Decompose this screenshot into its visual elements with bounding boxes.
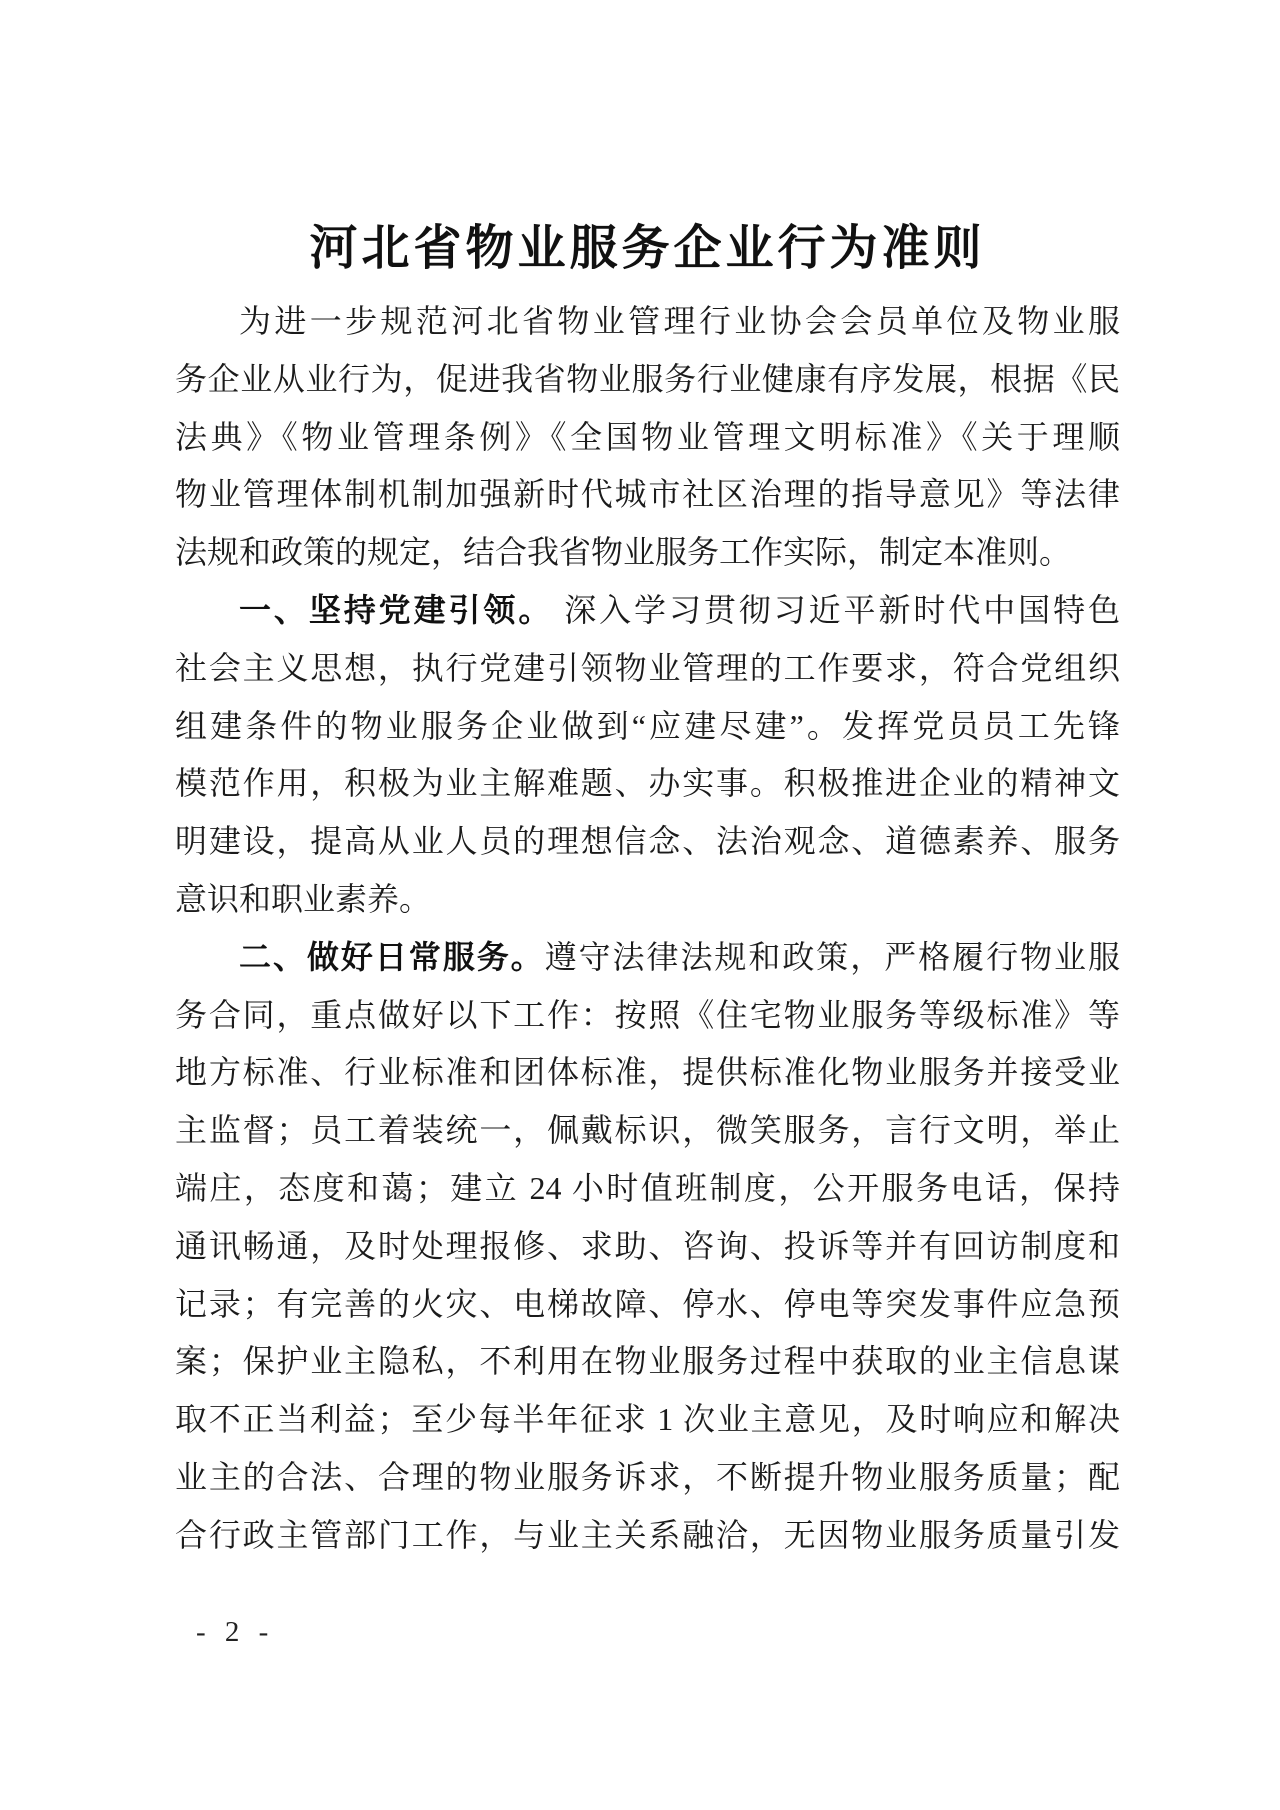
text-segment: 社会主义思想，执行党建引领物业管理的工作要求，符合党组织	[175, 649, 1120, 686]
text-line	[175, 987, 1120, 1045]
text-line	[175, 871, 1120, 929]
text-line	[175, 1218, 1120, 1276]
text-line	[175, 1333, 1120, 1391]
text-segment: 模范作用，积极为业主解难题、办实事。积极推进企业的精神文	[175, 765, 1120, 802]
text-line	[175, 409, 1120, 467]
text-line	[175, 582, 1120, 640]
text-segment: 通讯畅通，及时处理报修、求助、咨询、投诉等并有回访制度和	[175, 1227, 1120, 1264]
document-title: 河北省物业服务企业行为准则	[309, 222, 986, 275]
text-segment: 地方标准、行业标准和团体标准，提供标准化物业服务并接受业	[175, 1054, 1120, 1091]
text-segment-bold: 一、坚持党建引领。	[239, 591, 554, 628]
text-segment: 务合同，重点做好以下工作：按照《住宅物业服务等级标准》等	[175, 996, 1120, 1033]
text-line	[175, 929, 1120, 987]
text-line	[175, 1044, 1120, 1102]
page-number: - 2 -	[196, 1616, 275, 1648]
text-line	[175, 1449, 1120, 1507]
text-line	[175, 351, 1120, 409]
text-segment: 务企业从业行为，促进我省物业服务行业健康有序发展，根据《民	[175, 360, 1120, 397]
text-segment: 主监督；员工着装统一，佩戴标识，微笑服务，言行文明，举止	[175, 1112, 1120, 1149]
text-segment: 法典》《物业管理条例》《全国物业管理文明标准》《关于理顺	[175, 418, 1120, 455]
text-line	[175, 755, 1120, 813]
text-line	[175, 698, 1120, 756]
text-line	[175, 1507, 1120, 1565]
text-line	[175, 1102, 1120, 1160]
text-line	[175, 293, 1120, 351]
text-line	[175, 466, 1120, 524]
text-line	[175, 1391, 1120, 1449]
text-segment: 案；保护业主隐私，不利用在物业服务过程中获取的业主信息谋	[175, 1343, 1120, 1380]
text-segment: 物业管理体制机制加强新时代城市社区治理的指导意见》等法律	[175, 476, 1120, 513]
text-segment: 合行政主管部门工作，与业主关系融洽，无因物业服务质量引发	[175, 1516, 1120, 1553]
text-segment: 明建设，提高从业人员的理想信念、法治观念、道德素养、服务	[175, 823, 1120, 860]
text-segment: 记录；有完善的火灾、电梯故障、停水、停电等突发事件应急预	[175, 1285, 1120, 1322]
text-segment: 端庄，态度和蔼；建立 24 小时值班制度，公开服务电话，保持	[175, 1169, 1120, 1206]
text-line	[175, 524, 1120, 582]
text-segment: 为进一步规范河北省物业管理行业协会会员单位及物业服	[239, 303, 1120, 339]
text-line	[175, 813, 1120, 871]
text-segment: 组建条件的物业服务企业做到“应建尽建”。发挥党员员工先锋	[175, 707, 1120, 744]
text-segment: 法规和政策的规定，结合我省物业服务工作实际，制定本准则。	[175, 534, 1072, 571]
text-segment-bold: 二、做好日常服务。	[239, 938, 545, 975]
text-segment: 遵守法律法规和政策，严格履行物业服	[544, 938, 1120, 975]
text-line	[175, 1160, 1120, 1218]
document-body	[175, 293, 1120, 1565]
text-line	[175, 1276, 1120, 1334]
text-segment: 取不正当利益；至少每半年征求 1 次业主意见，及时响应和解决	[175, 1401, 1120, 1438]
text-segment: 业主的合法、合理的物业服务诉求，不断提升物业服务质量；配	[175, 1458, 1120, 1495]
text-segment: 深入学习贯彻习近平新时代中国特色	[553, 591, 1120, 628]
text-segment: 意识和职业素养。	[175, 880, 432, 917]
text-line	[175, 640, 1120, 698]
